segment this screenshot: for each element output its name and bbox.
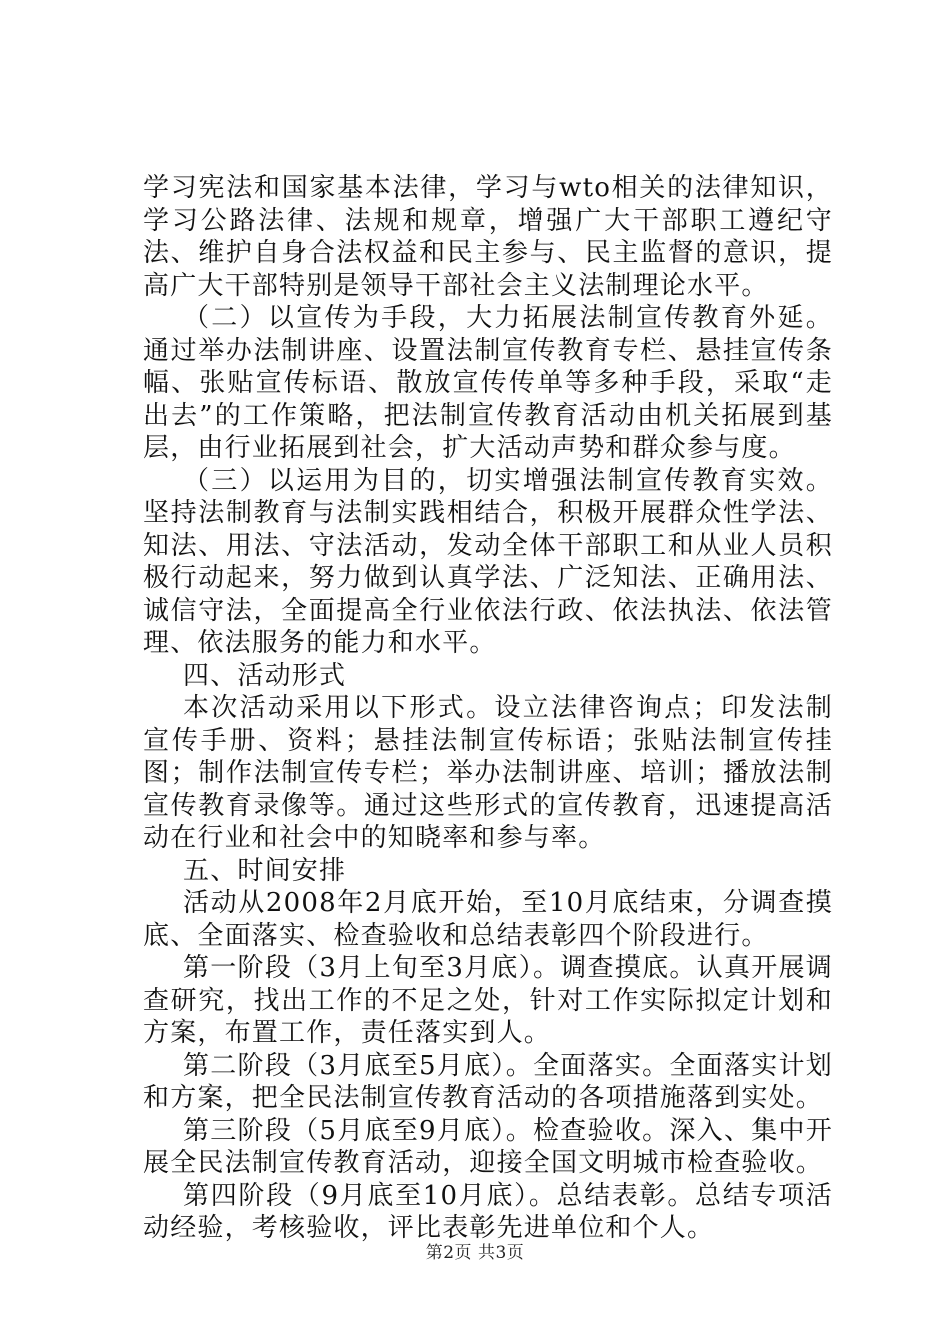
section-heading-4: 四、活动形式 <box>183 660 347 691</box>
paragraph-3: （三）以运用为目的，切实增强法制宣传教育实效。坚持法制教育与法制实践相结合，积极开展群众性学法、知法、用法、守法活动，发动全体干部职工和从业人员积极行动起来，努力做到认真学法、广泛知法、正确用法、诚信守法，全面提高全行业依法行政、依法执法、依法管理、依法服务的能力和水平。 <box>143 465 833 658</box>
paragraph-5: 本次活动采用以下形式。设立法律咨询点；印发法制宣传手册、资料；悬挂法制宣传标语；张贴法制宣传挂图；制作法制宣传专栏；举办法制讲座、培训；播放法制宣传教育录像等。通过这些形式的宣传教育，迅速提高活动在行业和社会中的知晓率和参与率。 <box>143 693 833 853</box>
page-footer: 第2页 共3页 <box>425 1243 525 1263</box>
paragraph-1: 学习宪法和国家基本法律，学习与wto相关的法律知识，学习公路法律、法规和规章，增强广大干部职工遵纪守法、维护自身合法权益和民主参与、民主监督的意识，提高广大干部特别是领导干部社会主义法制理论水平。 <box>143 173 833 301</box>
paragraph-7: 活动从2008年2月底开始，至10月底结束，分调查摸底、全面落实、检查验收和总结表彰四个阶段进行。 <box>143 888 833 951</box>
paragraph-10: 第三阶段（5月底至9月底）。检查验收。深入、集中开展全民法制宣传教育活动，迎接全国文明城市检查验收。 <box>143 1115 833 1178</box>
paragraph-9: 第二阶段（3月底至5月底）。全面落实。全面落实计划和方案，把全民法制宣传教育活动的各项措施落到实处。 <box>143 1050 833 1113</box>
paragraph-2: （二）以宣传为手段，大力拓展法制宣传教育外延。通过举办法制讲座、设置法制宣传教育专栏、悬挂宣传条幅、张贴宣传标语、散放宣传传单等多种手段，采取“走出去”的工作策略，把法制宣传教育活动由机关拓展到基层，由行业拓展到社会，扩大活动声势和群众参与度。 <box>143 303 833 463</box>
paragraph-8: 第一阶段（3月上旬至3月底）。调查摸底。认真开展调查研究，找出工作的不足之处，针对工作实际拟定计划和方案，布置工作，责任落实到人。 <box>143 953 833 1048</box>
paragraph-11: 第四阶段（9月底至10月底）。总结表彰。总结专项活动经验，考核验收，评比表彰先进单位和个人。 <box>143 1180 833 1243</box>
document-body <box>143 172 833 1245</box>
section-heading-5: 五、时间安排 <box>183 855 347 886</box>
